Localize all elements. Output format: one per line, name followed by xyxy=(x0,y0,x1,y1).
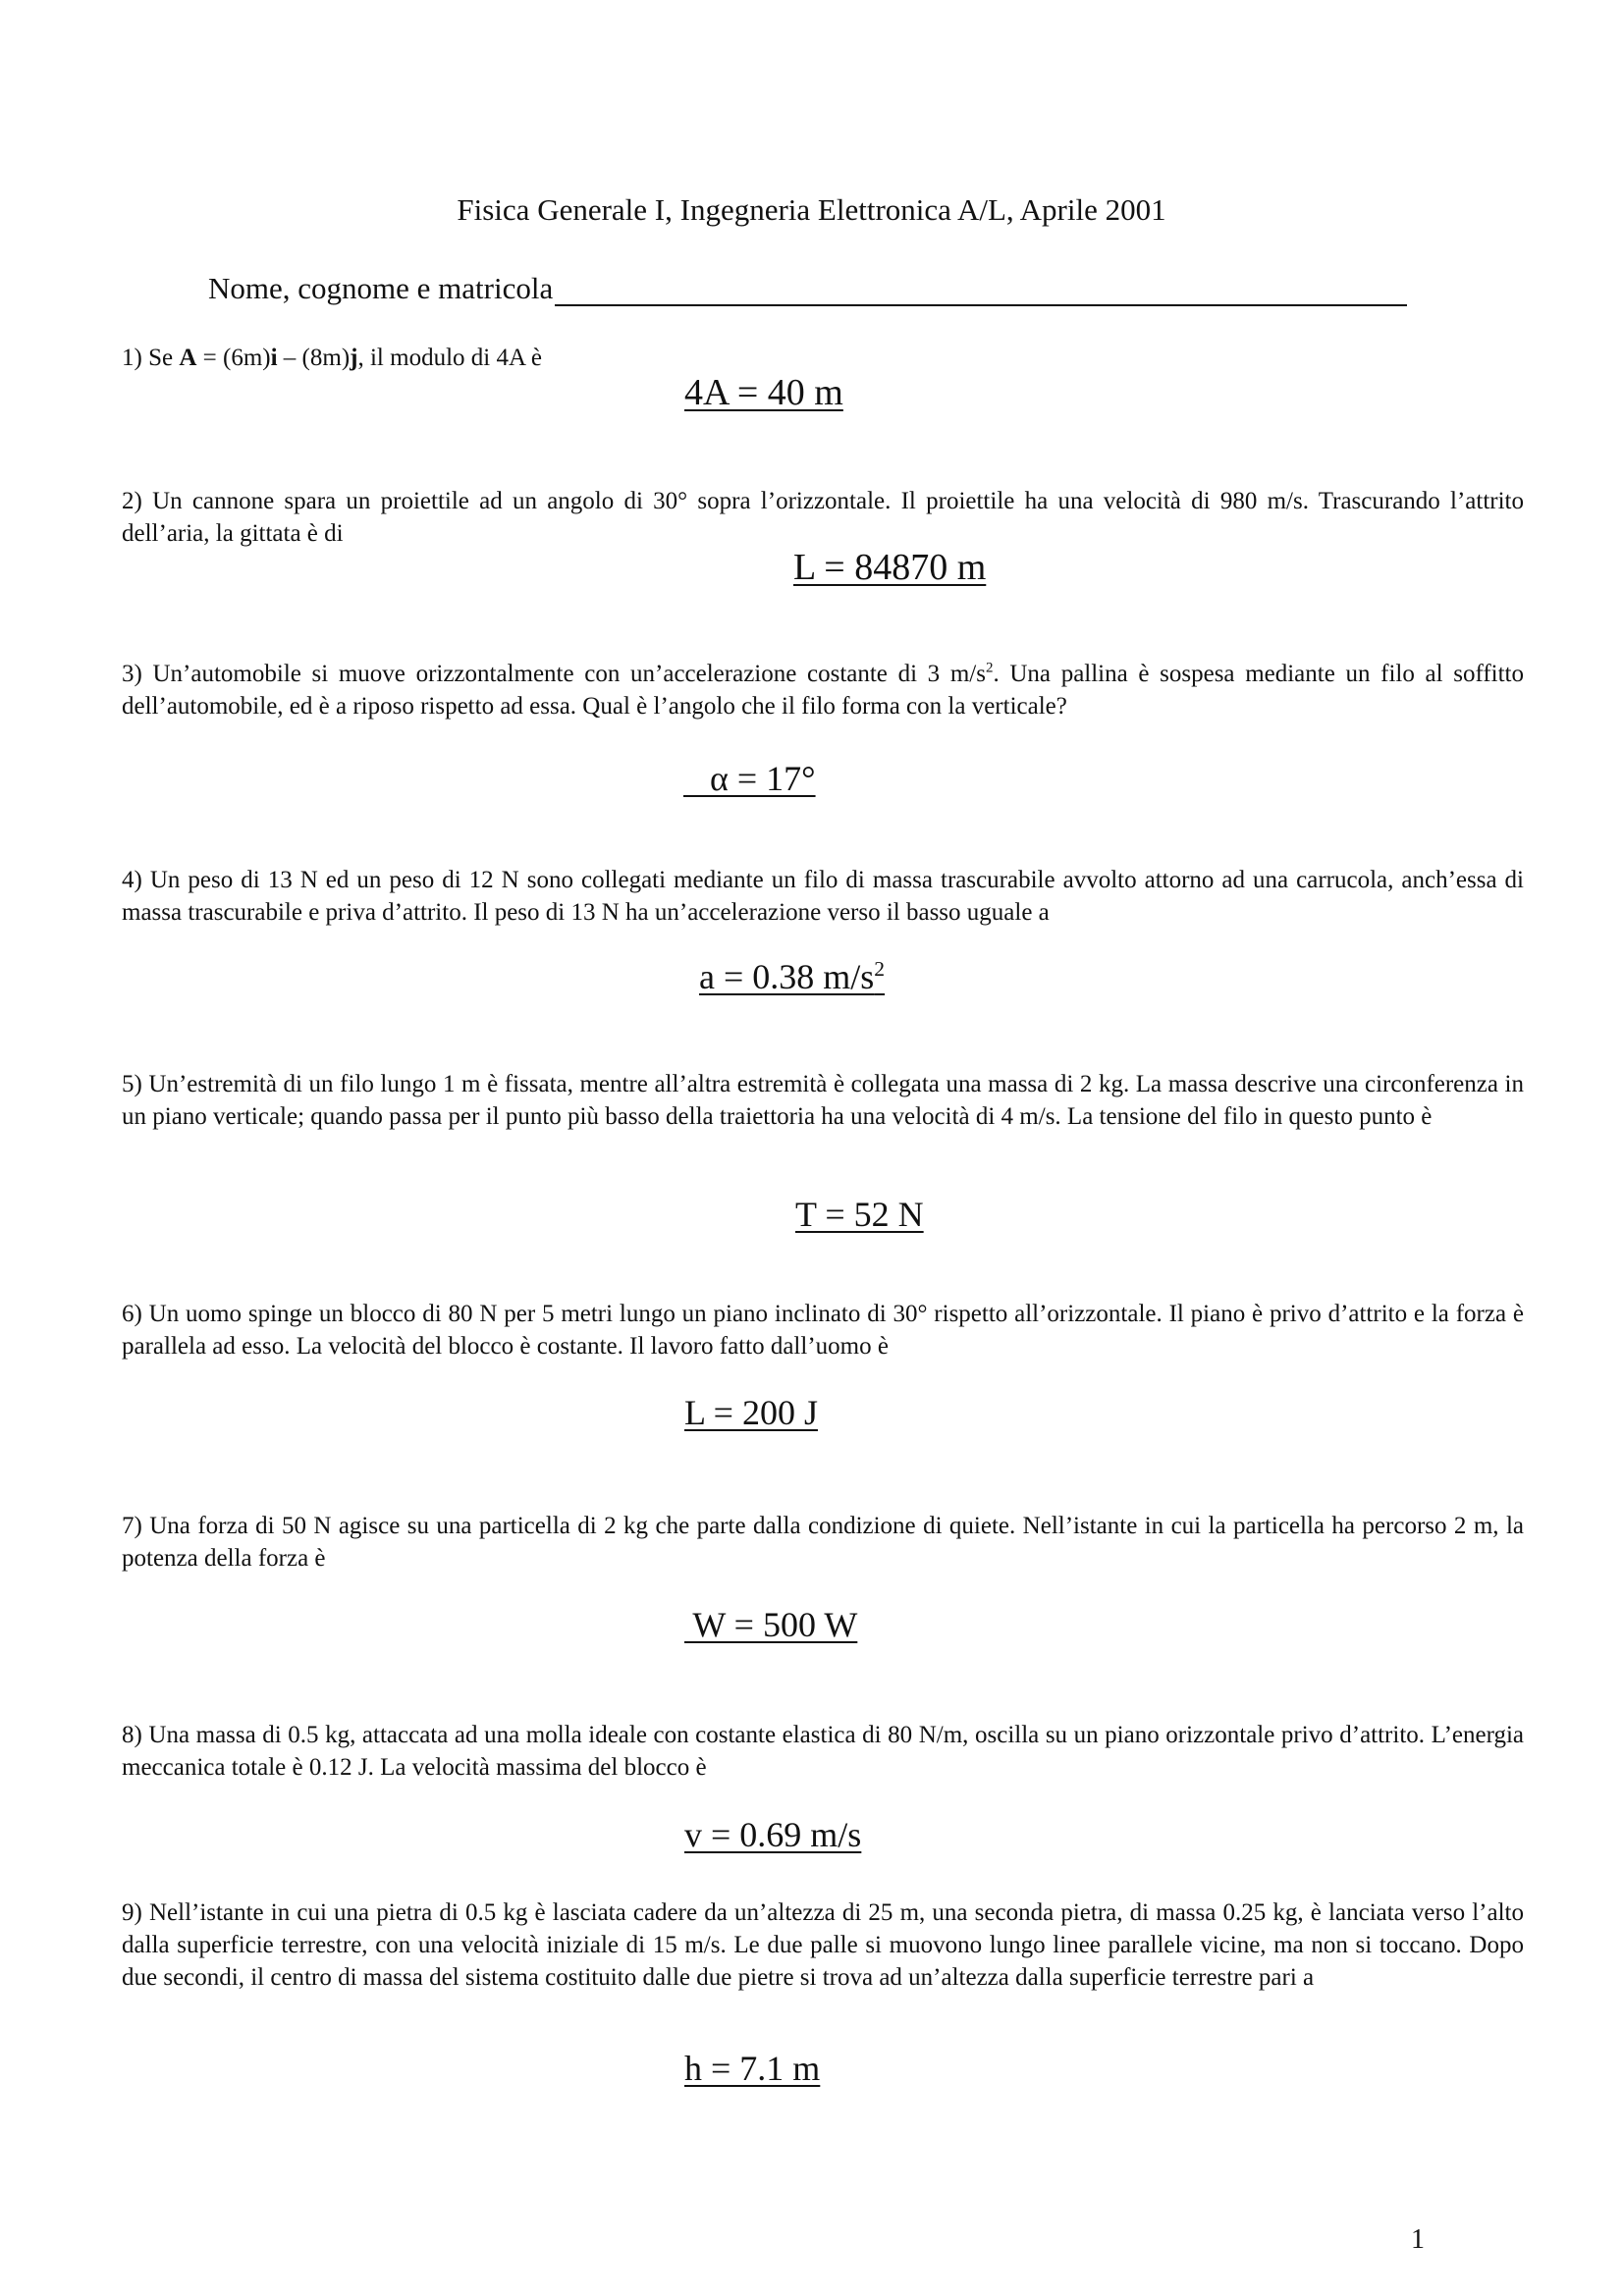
question-1: 1) Se A = (6m)i – (8m)j, il modulo di 4A è xyxy=(122,345,542,371)
answer-6: L = 200 J xyxy=(684,1393,818,1432)
question-5: 5) Un’estremità di un filo lungo 1 m è fissata, mentre all’altra estremità è collegata una massa di 2 kg. La massa descrive una circonferenza in un piano verticale; quando passa per il punto più basso della traiettoria ha una velocità di 4 m/s. La tensione del filo in questo punto è xyxy=(122,1071,1525,1130)
question-9: 9) Nell’istante in cui una pietra di 0.5 kg è lasciata cadere da un’altezza di 25 m, una seconda pietra, di massa 0.25 kg, è lanciata verso l’alto dalla superficie terrestre, con una velocità iniziale di 15 m/s. Le due palle si muovono lungo linee parallele vicine, ma non si toccano. Dopo due secondi, il centro di massa del sistema costituito dalle due pietre si trova ad un’altezza dalla superficie terrestre pari a xyxy=(122,1899,1524,1991)
answer-3: α = 17° xyxy=(683,759,816,798)
question-number: 9) xyxy=(122,1899,142,1926)
answer-9: h = 7.1 m xyxy=(684,2049,821,2088)
page-title: Fisica Generale I, Ingegneria Elettronica A/L, Aprile 2001 xyxy=(457,192,1166,227)
answer-4: a = 0.38 $m/s^2$ xyxy=(699,957,886,996)
name-label: Nome, cognome e matricola xyxy=(208,271,554,305)
question-number: 4) xyxy=(122,867,142,893)
question-number: 6) xyxy=(122,1301,142,1327)
question-6: 6) Un uomo spinge un blocco di 80 N per 5 metri lungo un piano inclinato di 30° rispetto all’orizzontale. Il piano è privo d’attrito e la forza è parallela ad esso. La velocità del blocco è costante. Il lavoro fatto dall’uomo è xyxy=(122,1301,1525,1360)
name-field-row xyxy=(208,271,1407,306)
answer-8: v = 0.69 m/s xyxy=(684,1815,862,1854)
answer-1: 4A = 40 m xyxy=(684,372,843,413)
question-3: 3) Un’automobile si muove orizzontalmente con un’accelerazione costante di 3 $m/s^2$. Una pallina è sospesa mediante un filo al soffitto dell’automobile, ed è a riposo rispetto ad essa. Qual è l’angolo che il filo forma con la verticale? xyxy=(122,660,1524,720)
question-7: 7) Una forza di 50 N agisce su una particella di 2 kg che parte dalla condizione di quiete. Nell’istante in cui la particella ha percorso 2 m, la potenza della forza è xyxy=(122,1513,1524,1572)
question-8: 8) Una massa di 0.5 kg, attaccata ad una molla ideale con costante elastica di 80 N/m, oscilla su un piano orizzontale privo d’attrito. L’energia meccanica totale è 0.12 J. La velocità massima del blocco è xyxy=(122,1722,1524,1781)
question-number: 5) xyxy=(122,1071,142,1097)
question-2: 2) Un cannone spara un proiettile ad un angolo di 30° sopra l’orizzontale. Il proiettile ha una velocità di 980 m/s. Trascurando l’attrito dell’aria, la gittata è di xyxy=(122,488,1525,547)
page-number: 1 xyxy=(1411,2224,1425,2255)
name-blank-line[interactable] xyxy=(555,275,1407,306)
question-4: 4) Un peso di 13 N ed un peso di 12 N sono collegati mediante un filo di massa trascurabile avvolto attorno ad una carrucola, anch’essa di massa trascurabile e priva d’attrito. Il peso di 13 N ha un’accelerazione verso il basso uguale a xyxy=(122,867,1524,926)
question-number: 1) xyxy=(122,345,142,371)
answer-5: T = 52 N xyxy=(795,1195,924,1234)
question-number: 7) xyxy=(122,1513,142,1539)
question-number: 2) xyxy=(122,488,142,514)
answer-2: L = 84870 m xyxy=(793,547,987,588)
question-number: 8) xyxy=(122,1722,142,1748)
answer-7: W = 500 W xyxy=(684,1605,858,1644)
question-number: 3) xyxy=(122,661,142,687)
